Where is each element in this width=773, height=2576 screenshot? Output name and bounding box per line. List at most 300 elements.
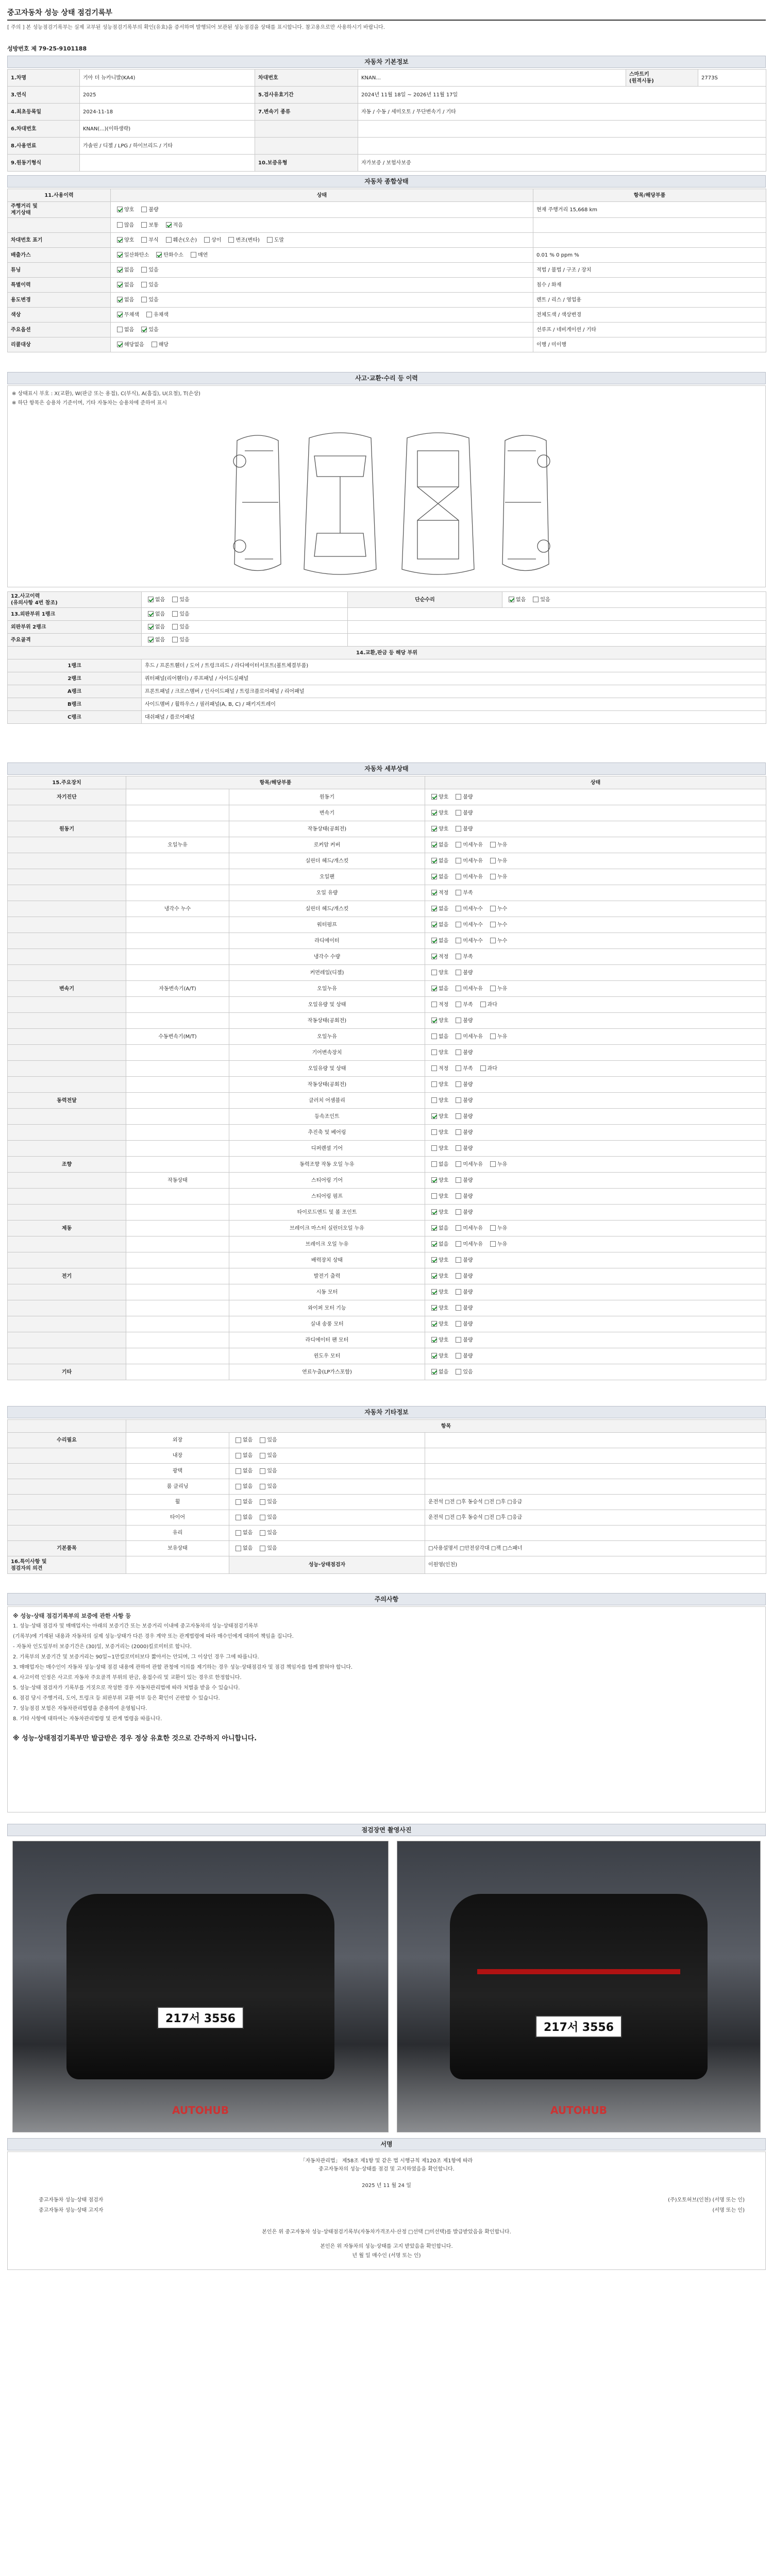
checkbox[interactable]	[490, 874, 496, 879]
checkbox[interactable]	[431, 938, 437, 943]
detail-option[interactable]	[428, 1353, 448, 1360]
detail-option[interactable]	[452, 1225, 483, 1232]
detail-option[interactable]	[428, 1369, 448, 1376]
detail-option[interactable]	[452, 954, 473, 960]
other-option[interactable]	[257, 1452, 277, 1459]
detail-option[interactable]	[428, 1018, 448, 1024]
checkbox[interactable]	[117, 267, 123, 273]
checkbox[interactable]	[456, 810, 461, 816]
detail-item: 실린더 헤드/개스킷	[229, 901, 425, 917]
detail-option[interactable]	[428, 842, 448, 849]
checkbox[interactable]	[456, 1209, 461, 1215]
option-label: 미세누유	[463, 874, 483, 880]
general-option[interactable]	[188, 252, 208, 259]
detail-option[interactable]	[428, 1097, 448, 1104]
detail-option[interactable]	[487, 922, 507, 928]
checkbox[interactable]	[456, 874, 461, 879]
detail-option[interactable]	[428, 1193, 448, 1200]
checkbox[interactable]	[456, 1033, 461, 1039]
checkbox[interactable]	[431, 1209, 437, 1215]
checkbox[interactable]	[148, 597, 154, 602]
checkbox[interactable]	[456, 1273, 461, 1279]
other-option[interactable]	[257, 1530, 277, 1536]
checkbox[interactable]	[431, 1018, 437, 1023]
checkbox[interactable]	[456, 1241, 461, 1247]
checkbox[interactable]	[509, 597, 514, 602]
general-option[interactable]	[264, 237, 284, 244]
checkbox[interactable]	[456, 938, 461, 943]
detail-option[interactable]	[452, 842, 483, 849]
detail-option[interactable]	[428, 1289, 448, 1296]
detail-option[interactable]	[452, 1193, 473, 1200]
checkbox[interactable]	[431, 1225, 437, 1231]
checkbox[interactable]	[456, 1289, 461, 1295]
detail-option[interactable]	[428, 954, 448, 960]
checkbox[interactable]	[431, 1113, 437, 1119]
general-option[interactable]	[163, 222, 183, 229]
detail-option[interactable]	[452, 1002, 473, 1008]
detail-option[interactable]	[428, 922, 448, 928]
checkbox[interactable]	[431, 1337, 437, 1343]
checkbox[interactable]	[236, 1484, 241, 1489]
detail-option[interactable]	[452, 1018, 473, 1024]
detail-option[interactable]	[452, 1369, 473, 1376]
checkbox[interactable]	[431, 954, 437, 959]
general-option[interactable]	[138, 237, 158, 244]
checkbox[interactable]	[431, 826, 437, 832]
general-option[interactable]	[201, 237, 221, 244]
option-label: 있음	[148, 267, 159, 273]
other-option[interactable]	[232, 1468, 253, 1475]
other-option[interactable]	[257, 1545, 277, 1552]
detail-group	[8, 1029, 126, 1045]
checkbox[interactable]	[431, 1049, 437, 1055]
detail-option[interactable]	[428, 1081, 448, 1088]
detail-option[interactable]	[452, 1129, 473, 1136]
detail-option[interactable]	[428, 1161, 448, 1168]
general-option[interactable]	[138, 282, 158, 289]
checkbox[interactable]	[431, 1257, 437, 1263]
rear-taillight	[477, 1969, 680, 1974]
damage-option[interactable]	[506, 597, 526, 603]
checkbox[interactable]	[456, 1369, 461, 1375]
checkbox[interactable]	[117, 252, 123, 258]
damage-option[interactable]	[145, 624, 165, 631]
general-option[interactable]	[143, 312, 169, 318]
checkbox[interactable]	[172, 597, 178, 602]
damage-option[interactable]	[169, 624, 189, 631]
detail-option[interactable]	[477, 1065, 497, 1072]
detail-option[interactable]	[452, 890, 473, 896]
checkbox[interactable]	[172, 624, 178, 630]
checkbox[interactable]	[431, 1081, 437, 1087]
checkbox[interactable]	[456, 858, 461, 863]
checkbox[interactable]	[141, 327, 147, 332]
checkbox[interactable]	[204, 237, 210, 243]
checkbox[interactable]	[431, 890, 437, 895]
checkbox[interactable]	[260, 1546, 265, 1551]
checkbox[interactable]	[456, 1002, 461, 1007]
checkbox[interactable]	[148, 611, 154, 617]
detail-option[interactable]	[428, 794, 448, 801]
detail-option[interactable]	[487, 906, 507, 912]
detail-option[interactable]	[452, 1273, 473, 1280]
other-option[interactable]	[257, 1483, 277, 1490]
checkbox[interactable]	[456, 986, 461, 991]
checkbox[interactable]	[456, 954, 461, 959]
checkbox[interactable]	[431, 794, 437, 800]
checkbox[interactable]	[431, 1353, 437, 1359]
detail-option[interactable]	[452, 1145, 473, 1152]
checkbox[interactable]	[456, 922, 461, 927]
checkbox[interactable]	[490, 1225, 496, 1231]
checkbox[interactable]	[490, 906, 496, 911]
checkbox[interactable]	[148, 624, 154, 630]
checkbox[interactable]	[456, 1018, 461, 1023]
checkbox[interactable]	[456, 1113, 461, 1119]
checkbox[interactable]	[172, 611, 178, 617]
checkbox[interactable]	[490, 858, 496, 863]
checkbox[interactable]	[260, 1499, 265, 1505]
checkbox[interactable]	[480, 1002, 486, 1007]
other-option[interactable]	[232, 1514, 253, 1521]
checkbox[interactable]	[236, 1468, 241, 1474]
checkbox[interactable]	[431, 1273, 437, 1279]
detail-sub	[126, 1157, 229, 1173]
detail-option[interactable]	[428, 1273, 448, 1280]
checkbox[interactable]	[156, 252, 162, 258]
detail-option[interactable]	[452, 826, 473, 833]
damage-option[interactable]	[530, 597, 550, 603]
checkbox[interactable]	[456, 1097, 461, 1103]
checkbox[interactable]	[141, 267, 147, 273]
detail-option[interactable]	[428, 810, 448, 817]
detail-option[interactable]	[428, 874, 448, 880]
checkbox[interactable]	[431, 1065, 437, 1071]
notifier-signature[interactable]: (서명 또는 인)	[712, 2208, 745, 2213]
detail-option[interactable]	[428, 1305, 448, 1312]
checkbox[interactable]	[228, 237, 234, 243]
general-option[interactable]	[148, 342, 169, 348]
checkbox[interactable]	[236, 1530, 241, 1536]
checkbox[interactable]	[456, 1321, 461, 1327]
checkbox[interactable]	[431, 1161, 437, 1167]
checkbox[interactable]	[456, 1081, 461, 1087]
damage-option[interactable]	[169, 597, 189, 603]
detail-option[interactable]	[428, 1241, 448, 1248]
damage-option[interactable]	[145, 597, 165, 603]
checkbox[interactable]	[431, 970, 437, 975]
checkbox[interactable]	[431, 874, 437, 879]
detail-option[interactable]	[428, 970, 448, 976]
checkbox[interactable]	[431, 1289, 437, 1295]
checkbox[interactable]	[117, 297, 123, 302]
general-option[interactable]	[225, 237, 259, 244]
checkbox[interactable]	[456, 1257, 461, 1263]
inspector-signature[interactable]: (주)오토허브(인천) (서명 또는 인)	[668, 2197, 745, 2203]
checkbox[interactable]	[141, 297, 147, 302]
checkbox[interactable]	[456, 970, 461, 975]
checkbox[interactable]	[456, 842, 461, 848]
general-option[interactable]	[138, 222, 158, 229]
checkbox[interactable]	[148, 637, 154, 642]
detail-option[interactable]	[428, 1065, 448, 1072]
checkbox[interactable]	[117, 207, 123, 212]
detail-option[interactable]	[487, 874, 507, 880]
checkbox[interactable]	[117, 342, 123, 347]
detail-option[interactable]	[452, 1161, 483, 1168]
checkbox[interactable]	[456, 1145, 461, 1151]
detail-option[interactable]	[452, 970, 473, 976]
checkbox[interactable]	[236, 1546, 241, 1551]
checkbox[interactable]	[431, 906, 437, 911]
checkbox[interactable]	[490, 922, 496, 927]
general-option[interactable]	[114, 312, 139, 318]
other-option[interactable]	[232, 1545, 253, 1552]
checkbox[interactable]	[431, 1129, 437, 1135]
detail-option[interactable]	[452, 1113, 473, 1120]
checkbox[interactable]	[456, 1193, 461, 1199]
detail-option[interactable]	[452, 1321, 473, 1328]
option-label: 도말	[274, 237, 284, 243]
basic-label-2: 차대번호	[255, 70, 358, 87]
checkbox[interactable]	[431, 858, 437, 863]
damage-option[interactable]	[145, 637, 165, 643]
checkbox[interactable]	[431, 1097, 437, 1103]
detail-option[interactable]	[452, 1049, 473, 1056]
option-label: 없음	[439, 906, 449, 912]
checkbox[interactable]	[456, 1353, 461, 1359]
general-option[interactable]	[114, 282, 134, 289]
detail-option[interactable]	[452, 810, 473, 817]
general-option[interactable]	[138, 267, 158, 274]
other-option[interactable]	[232, 1437, 253, 1444]
checkbox[interactable]	[141, 207, 147, 212]
checkbox[interactable]	[431, 1177, 437, 1183]
checkbox[interactable]	[480, 1065, 486, 1071]
checkbox[interactable]	[117, 327, 123, 332]
option-label: 양호	[439, 1273, 449, 1279]
detail-option[interactable]	[452, 1033, 483, 1040]
detail-option[interactable]	[452, 922, 483, 928]
other-option[interactable]	[257, 1437, 277, 1444]
other-option[interactable]	[257, 1468, 277, 1475]
detail-option[interactable]	[452, 1257, 473, 1264]
checkbox[interactable]	[431, 986, 437, 991]
checkbox[interactable]	[431, 1241, 437, 1247]
basic-info-table	[7, 69, 766, 172]
detail-option[interactable]	[428, 858, 448, 865]
checkbox[interactable]	[456, 826, 461, 832]
other-option[interactable]	[232, 1452, 253, 1459]
detail-option[interactable]	[452, 874, 483, 880]
detail-option[interactable]	[428, 826, 448, 833]
checkbox[interactable]	[260, 1468, 265, 1474]
checkbox[interactable]	[490, 1033, 496, 1039]
checkbox[interactable]	[236, 1515, 241, 1520]
detail-option[interactable]	[452, 1081, 473, 1088]
checkbox[interactable]	[490, 842, 496, 848]
detail-option[interactable]	[428, 890, 448, 896]
detail-option[interactable]	[428, 1145, 448, 1152]
detail-option[interactable]	[428, 1177, 448, 1184]
checkbox[interactable]	[431, 810, 437, 816]
option-label: 있음	[267, 1484, 277, 1489]
checkbox[interactable]	[117, 222, 123, 228]
detail-option[interactable]	[428, 1257, 448, 1264]
damage-option[interactable]	[169, 611, 189, 618]
detail-option[interactable]	[452, 1353, 473, 1360]
detail-option[interactable]	[428, 1209, 448, 1216]
checkbox[interactable]	[490, 938, 496, 943]
detail-option[interactable]	[487, 986, 507, 992]
general-option[interactable]	[114, 207, 134, 213]
checkbox[interactable]	[267, 237, 273, 243]
checkbox[interactable]	[117, 312, 123, 317]
detail-option[interactable]	[487, 1033, 507, 1040]
detail-option[interactable]	[452, 1177, 473, 1184]
detail-option[interactable]	[428, 1113, 448, 1120]
checkbox[interactable]	[456, 1305, 461, 1311]
checkbox[interactable]	[456, 890, 461, 895]
checkbox[interactable]	[456, 1049, 461, 1055]
checkbox[interactable]	[166, 237, 172, 243]
detail-option[interactable]	[487, 938, 507, 944]
checkbox[interactable]	[146, 312, 152, 317]
detail-row	[8, 1045, 766, 1061]
buyer-signature-line[interactable]: 년 월 일 매수인 (서명 또는 인)	[352, 2253, 421, 2259]
option-label: 누수	[497, 922, 508, 928]
detail-option[interactable]	[452, 1241, 483, 1248]
general-option[interactable]	[114, 342, 144, 348]
other-option[interactable]	[232, 1483, 253, 1490]
checkbox[interactable]	[117, 282, 123, 287]
checkbox[interactable]	[490, 986, 496, 991]
checkbox[interactable]	[260, 1515, 265, 1520]
detail-option[interactable]	[452, 858, 483, 865]
other-option[interactable]	[257, 1499, 277, 1505]
detail-option[interactable]	[487, 1241, 507, 1248]
checkbox[interactable]	[260, 1484, 265, 1489]
checkbox[interactable]	[117, 237, 123, 243]
detail-option[interactable]	[487, 842, 507, 849]
general-option[interactable]	[114, 267, 134, 274]
detail-option[interactable]	[428, 906, 448, 912]
checkbox[interactable]	[141, 282, 147, 287]
detail-option[interactable]	[428, 938, 448, 944]
detail-option[interactable]	[452, 938, 483, 944]
other-option[interactable]	[232, 1499, 253, 1505]
general-option[interactable]	[114, 222, 134, 229]
checkbox[interactable]	[141, 237, 147, 243]
option-label: 양호	[439, 1193, 449, 1199]
detail-option[interactable]	[428, 1049, 448, 1056]
other-option[interactable]	[232, 1530, 253, 1536]
option-label: 양호	[439, 1177, 449, 1183]
checkbox[interactable]	[152, 342, 157, 347]
checkbox[interactable]	[260, 1453, 265, 1459]
checkbox[interactable]	[456, 1177, 461, 1183]
general-option[interactable]	[138, 207, 158, 213]
damage-option[interactable]	[169, 637, 189, 643]
detail-group	[8, 885, 126, 901]
checkbox[interactable]	[490, 1161, 496, 1167]
checkbox[interactable]	[191, 252, 196, 258]
detail-option[interactable]	[487, 1161, 507, 1168]
checkbox[interactable]	[456, 1225, 461, 1231]
general-option[interactable]	[153, 252, 183, 259]
detail-option[interactable]	[428, 1225, 448, 1232]
detail-item: 와이퍼 모터 기능	[229, 1300, 425, 1316]
detail-option[interactable]	[487, 1225, 507, 1232]
checkbox[interactable]	[236, 1437, 241, 1443]
detail-option[interactable]	[452, 1209, 473, 1216]
general-option[interactable]	[163, 237, 197, 244]
checkbox[interactable]	[172, 637, 178, 642]
other-option[interactable]	[257, 1514, 277, 1521]
checkbox[interactable]	[490, 1241, 496, 1247]
checkbox[interactable]	[456, 906, 461, 911]
checkbox[interactable]	[533, 597, 539, 602]
checkbox[interactable]	[456, 1161, 461, 1167]
checkbox[interactable]	[431, 1369, 437, 1375]
general-option[interactable]	[138, 327, 158, 333]
general-option[interactable]	[114, 237, 134, 244]
checkbox[interactable]	[431, 1321, 437, 1327]
damage-option[interactable]	[145, 611, 165, 618]
checkbox[interactable]	[141, 222, 147, 228]
detail-option[interactable]	[428, 1002, 448, 1008]
checkbox[interactable]	[456, 794, 461, 800]
detail-option[interactable]	[428, 1129, 448, 1136]
detail-option[interactable]	[452, 1097, 473, 1104]
checkbox[interactable]	[456, 1129, 461, 1135]
detail-option[interactable]	[452, 794, 473, 801]
general-option[interactable]	[138, 297, 158, 303]
detail-option[interactable]	[452, 986, 483, 992]
general-option[interactable]	[114, 297, 134, 303]
detail-option[interactable]	[428, 1033, 448, 1040]
checkbox[interactable]	[260, 1437, 265, 1443]
checkbox[interactable]	[431, 1145, 437, 1151]
general-option[interactable]	[114, 327, 134, 333]
detail-option[interactable]	[487, 858, 507, 865]
checkbox[interactable]	[431, 922, 437, 927]
checkbox[interactable]	[431, 1002, 437, 1007]
detail-option[interactable]	[428, 986, 448, 992]
checkbox[interactable]	[431, 1033, 437, 1039]
detail-option[interactable]	[452, 906, 483, 912]
detail-option[interactable]	[477, 1002, 497, 1008]
checkbox[interactable]	[431, 842, 437, 848]
detail-option[interactable]	[428, 1321, 448, 1328]
checkbox[interactable]	[166, 222, 172, 228]
detail-option[interactable]	[452, 1065, 473, 1072]
other-extra	[425, 1433, 766, 1448]
detail-option[interactable]	[452, 1289, 473, 1296]
checkbox[interactable]	[456, 1337, 461, 1343]
checkbox[interactable]	[456, 1065, 461, 1071]
general-option[interactable]	[114, 252, 149, 259]
checkbox[interactable]	[236, 1453, 241, 1459]
detail-option[interactable]	[428, 1337, 448, 1344]
detail-option[interactable]	[452, 1337, 473, 1344]
checkbox[interactable]	[260, 1530, 265, 1536]
detail-option[interactable]	[452, 1305, 473, 1312]
checkbox[interactable]	[431, 1305, 437, 1311]
checkbox[interactable]	[431, 1193, 437, 1199]
checkbox[interactable]	[236, 1499, 241, 1505]
